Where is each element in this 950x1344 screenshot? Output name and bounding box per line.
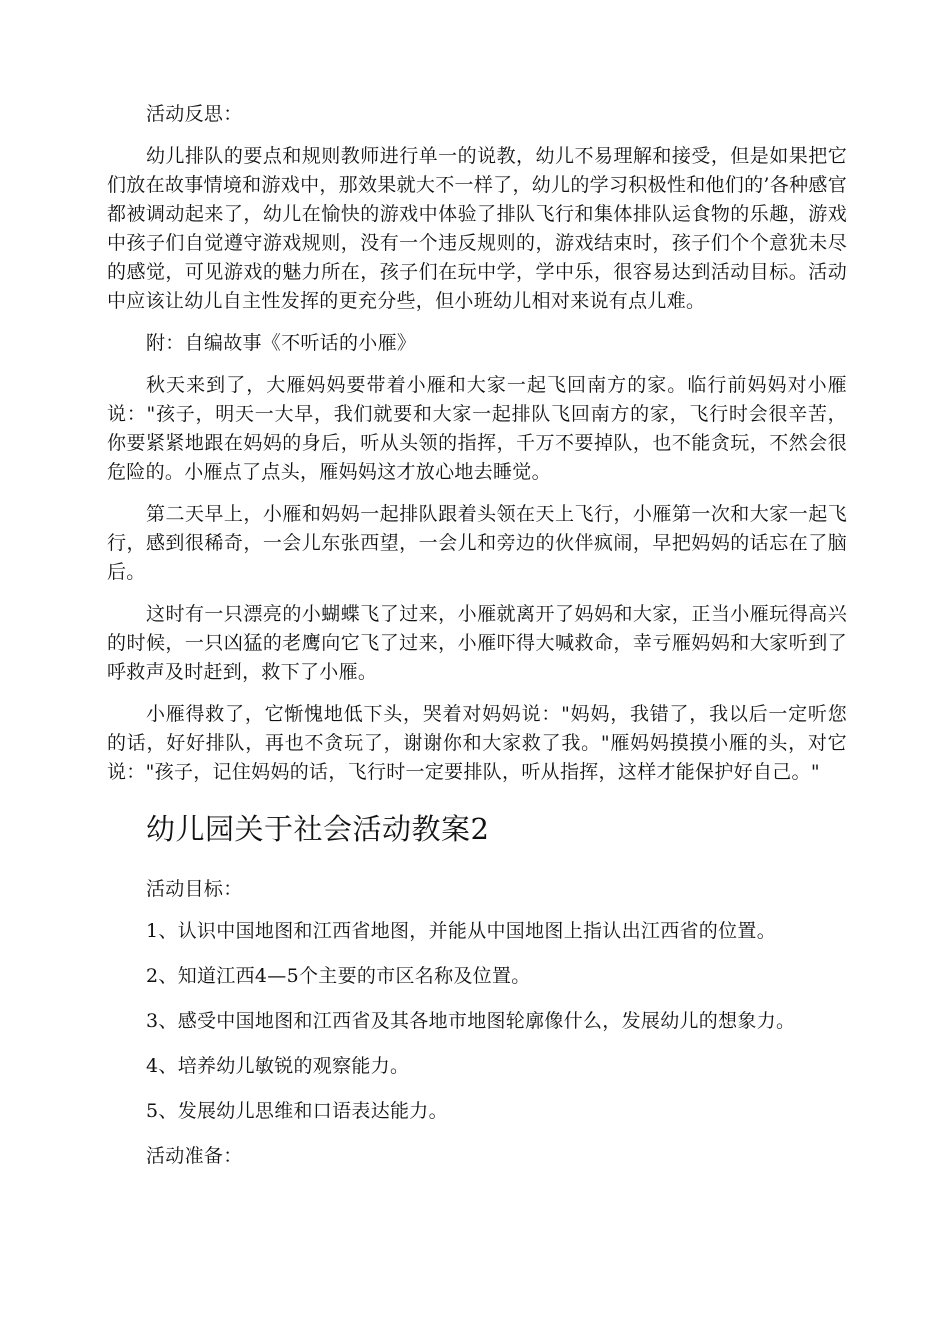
- goal-item-4: 4、培养幼儿敏锐的观察能力。: [146, 1055, 410, 1077]
- story-paragraph-2: 第二天早上，小雁和妈妈一起排队跟着头领在天上飞行，小雁第一次和大家一起飞行，感到很稀奇，一会儿东张西望，一会儿和旁边的伙伴疯闹，早把妈妈的话忘在了脑后。: [107, 503, 847, 583]
- goal-item-1: 1、认识中国地图和江西省地图，并能从中国地图上指认出江西省的位置。: [146, 920, 776, 942]
- goal-item-2: 2、知道江西4—5个主要的市区名称及位置。: [146, 965, 531, 987]
- goal-item-5: 5、发展幼儿思维和口语表达能力。: [146, 1100, 448, 1122]
- goals-heading: 活动目标：: [146, 878, 243, 900]
- goals-list: [107, 917, 847, 1126]
- preparation-heading: 活动准备：: [146, 1145, 243, 1167]
- reflection-heading: 活动反思：: [146, 103, 243, 125]
- story-paragraph-4: 小雁得救了，它惭愧地低下头，哭着对妈妈说："妈妈，我错了，我以后一定听您的话，好好排队，再也不贪玩了，谢谢你和大家救了我。"雁妈妈摸摸小雁的头，对它说："孩子，记住妈妈的话，飞行时一定要排队，听从指挥，这样才能保护好自己。": [107, 703, 847, 783]
- story-paragraph-3: 这时有一只漂亮的小蝴蝶飞了过来，小雁就离开了妈妈和大家，正当小雁玩得高兴的时候，一只凶猛的老鹰向它飞了过来，小雁吓得大喊救命，幸亏雁妈妈和大家听到了呼救声及时赶到，救下了小雁。: [107, 603, 847, 683]
- appendix-heading: 附：自编故事《不听话的小雁》: [146, 332, 417, 354]
- document-page: [107, 100, 847, 1184]
- section-title: 幼儿园关于社会活动教案2: [146, 812, 490, 846]
- story-paragraph-1: 秋天来到了，大雁妈妈要带着小雁和大家一起飞回南方的家。临行前妈妈对小雁说："孩子，明天一大早，我们就要和大家一起排队飞回南方的家，飞行时会很辛苦，你要紧紧地跟在妈妈的身后，听从头领的指挥，千万不要掉队，也不能贪玩，不然会很危险的。小雁点了点头，雁妈妈这才放心地去睡觉。: [107, 374, 847, 483]
- reflection-paragraph: 幼儿排队的要点和规则教师进行单一的说教，幼儿不易理解和接受，但是如果把它们放在故事情境和游戏中，那效果就大不一样了，幼儿的学习积极性和他们的’各种感官都被调动起来了，幼儿在愉快的游戏中体验了排队飞行和集体排队运食物的乐趣，游戏中孩子们自觉遵守游戏规则，没有一个违反规则的，游戏结束时，孩子们个个意犹未尽的感觉，可见游戏的魅力所在，孩子们在玩中学，学中乐，很容易达到活动目标。活动中应该让幼儿自主性发挥的更充分些，但小班幼儿相对来说有点儿难。: [107, 145, 847, 312]
- goal-item-3: 3、感受中国地图和江西省及其各地市地图轮廓像什么，发展幼儿的想象力。: [146, 1010, 796, 1032]
